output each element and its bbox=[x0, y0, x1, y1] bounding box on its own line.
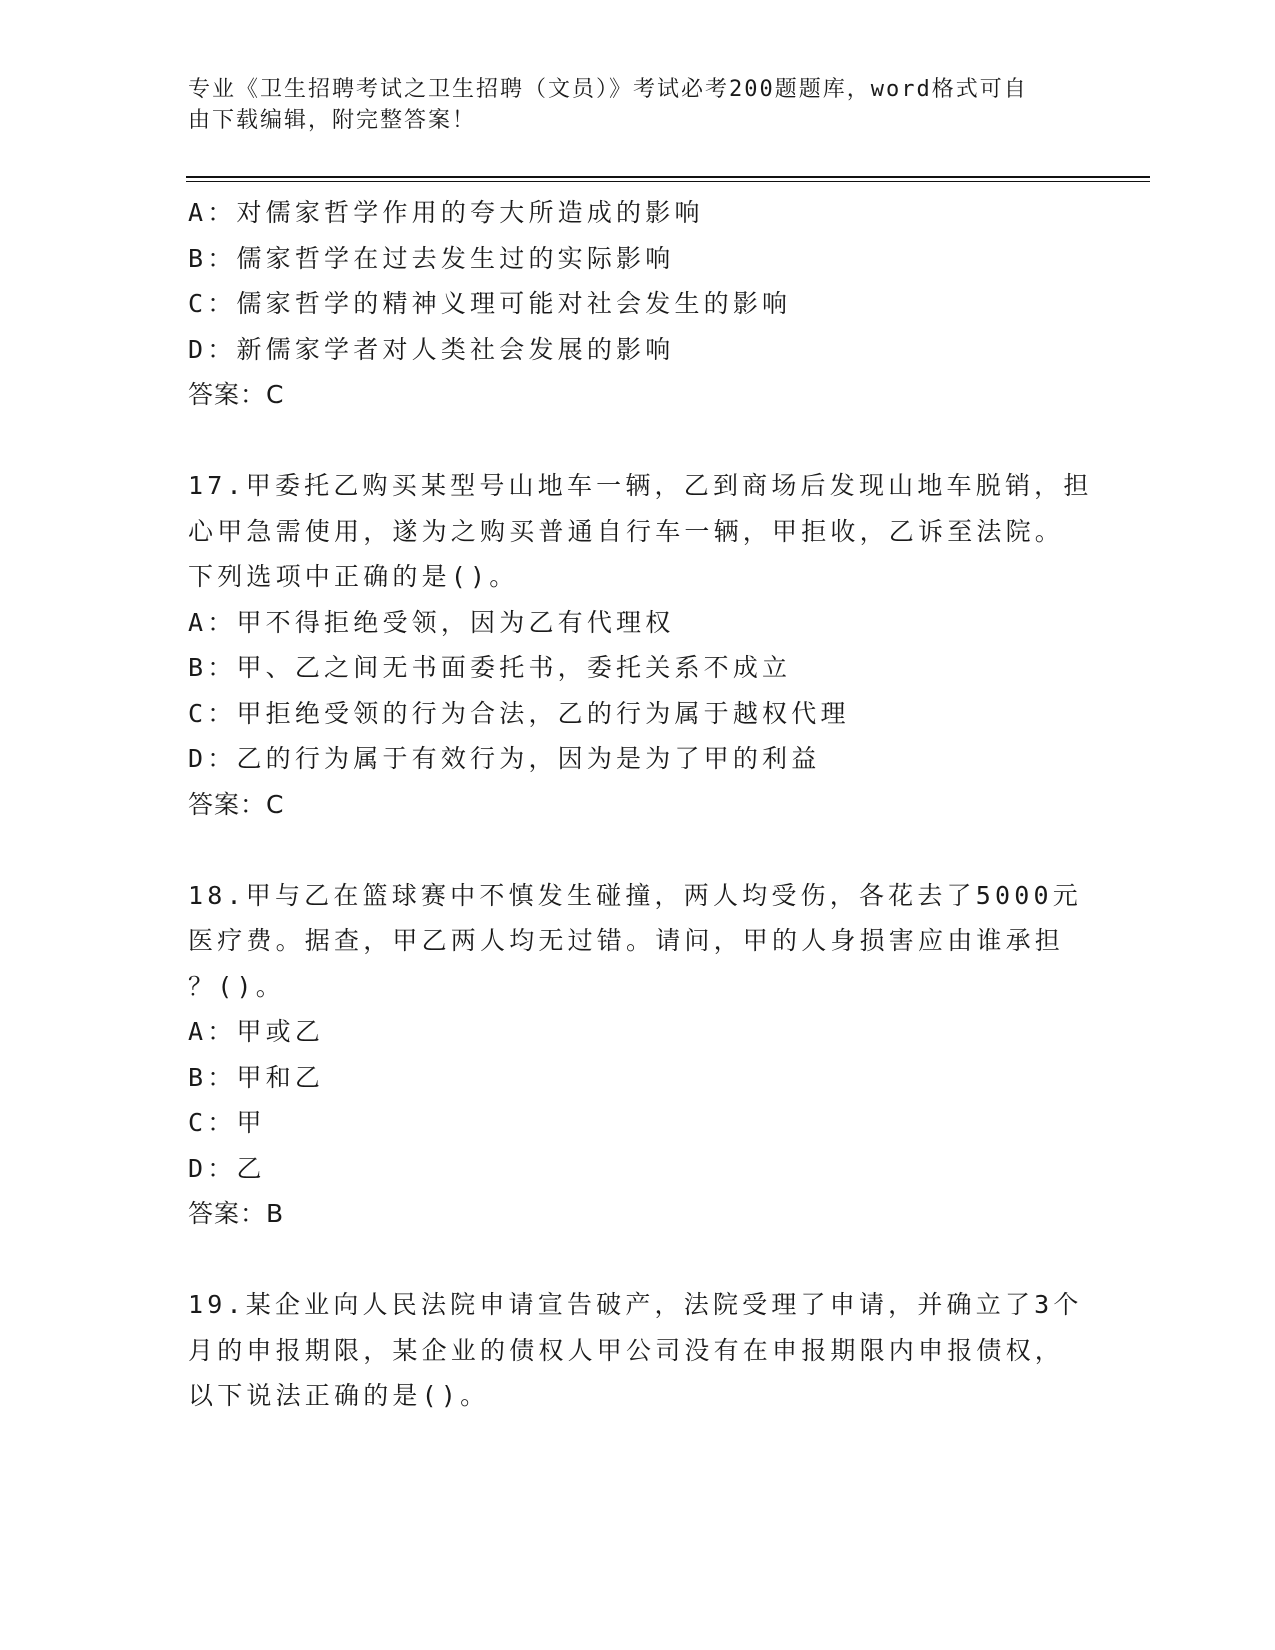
header-divider-thin bbox=[186, 181, 1150, 182]
header-line-1: 专业《卫生招聘考试之卫生招聘（文员）》考试必考200题题库，word格式可自 bbox=[188, 77, 1028, 102]
spacer bbox=[188, 418, 1088, 464]
question-18 bbox=[188, 873, 1088, 1237]
spacer bbox=[188, 1237, 1088, 1283]
option-b: B：甲和乙 bbox=[188, 1062, 325, 1092]
option-b: B：儒家哲学在过去发生过的实际影响 bbox=[188, 243, 675, 273]
header-line-2: 由下载编辑，附完整答案！ bbox=[188, 108, 477, 133]
question-19 bbox=[188, 1282, 1088, 1419]
option-c: C：甲拒绝受领的行为合法，乙的行为属于越权代理 bbox=[188, 698, 850, 728]
question-16 bbox=[188, 190, 1088, 418]
option-a: A：对儒家哲学作用的夸大所造成的影响 bbox=[188, 198, 704, 227]
question-stem-line: 月的申报期限，某企业的债权人甲公司没有在申报期限内申报债权， bbox=[188, 1335, 1065, 1365]
option-a: A：甲或乙 bbox=[188, 1017, 325, 1046]
option-d: D：新儒家学者对人类社会发展的影响 bbox=[188, 334, 675, 364]
question-stem-line: 18.甲与乙在篮球赛中不慎发生碰撞，两人均受伤，各花去了5000元 bbox=[188, 880, 1082, 910]
question-stem-line: 19.某企业向人民法院申请宣告破产，法院受理了申请，并确立了3个 bbox=[188, 1290, 1083, 1319]
question-stem-line: 以下说法正确的是()。 bbox=[188, 1381, 490, 1410]
question-list bbox=[188, 190, 1093, 1419]
option-c: C：甲 bbox=[188, 1108, 266, 1137]
question-stem-line: 17.甲委托乙购买某型号山地车一辆，乙到商场后发现山地车脱销，担 bbox=[188, 471, 1093, 500]
spacer bbox=[188, 827, 1088, 873]
question-stem-line: 医疗费。据查，甲乙两人均无过错。请问，甲的人身损害应由谁承担 bbox=[188, 926, 1065, 955]
question-stem-line: ？()。 bbox=[188, 971, 285, 1001]
question-stem-line: 下列选项中正确的是()。 bbox=[188, 562, 519, 591]
question-stem-line: 心甲急需使用，遂为之购买普通自行车一辆，甲拒收，乙诉至法院。 bbox=[188, 516, 1065, 546]
header-divider-thick bbox=[186, 176, 1150, 178]
document-header bbox=[188, 74, 1068, 136]
option-a: A：甲不得拒绝受领，因为乙有代理权 bbox=[188, 607, 675, 637]
option-d: D：乙的行为属于有效行为，因为是为了甲的利益 bbox=[188, 744, 821, 773]
answer-line: 答案：C bbox=[188, 380, 285, 409]
option-c: C：儒家哲学的精神义理可能对社会发生的影响 bbox=[188, 289, 792, 318]
option-b: B：甲、乙之间无书面委托书，委托关系不成立 bbox=[188, 653, 792, 682]
answer-line: 答案：C bbox=[188, 789, 285, 819]
question-17 bbox=[188, 463, 1093, 827]
answer-line: 答案：B bbox=[188, 1199, 285, 1228]
option-d: D：乙 bbox=[188, 1153, 266, 1183]
